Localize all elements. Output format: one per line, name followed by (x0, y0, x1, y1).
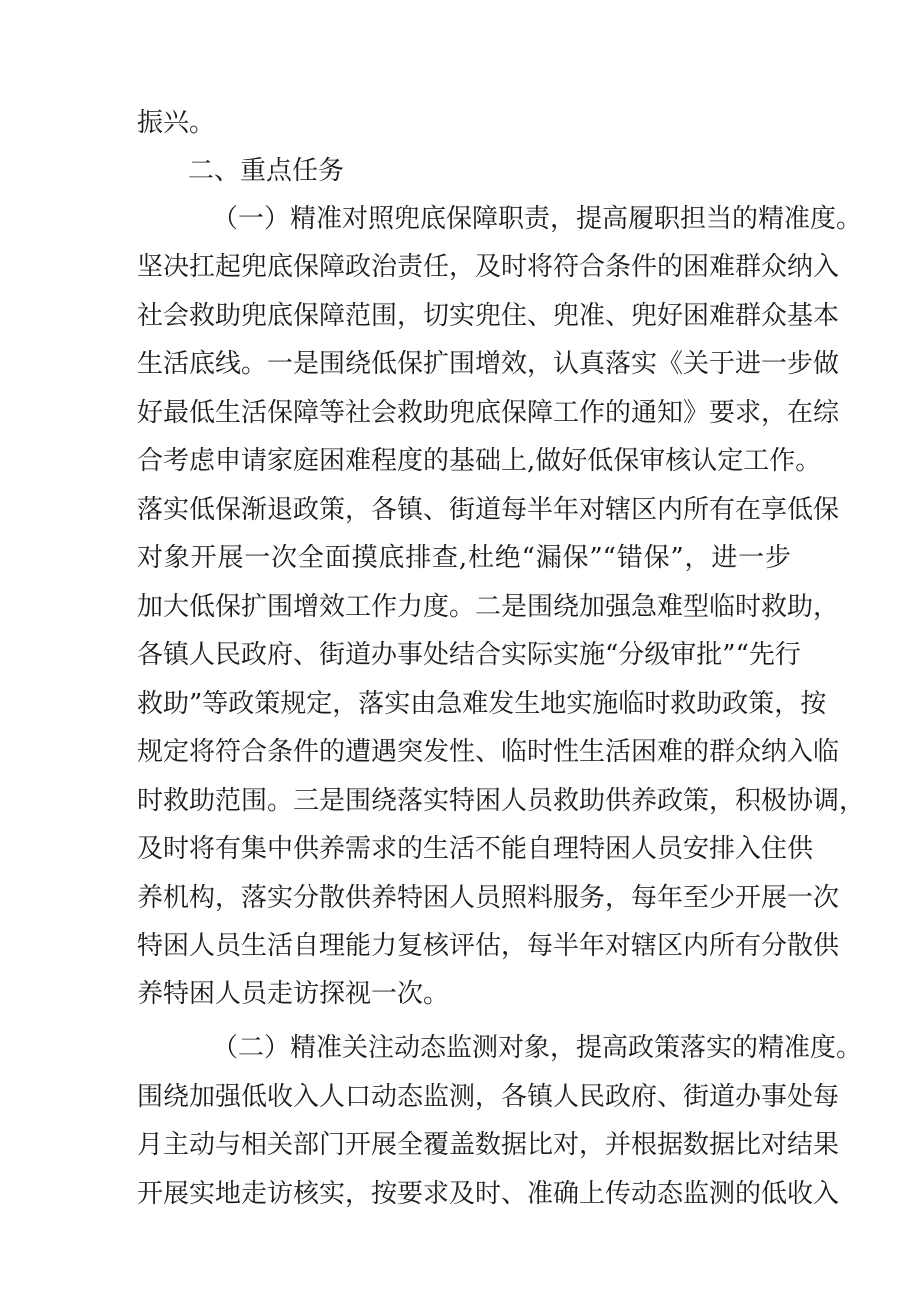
text-line: 振兴。 (137, 108, 216, 138)
text-line: 各镇人民政府、街道办事处结合实际实施“分级审批”“先行 (137, 640, 801, 670)
text-line: 围绕加强低收入人口动态监测，各镇人民政府、街道办事处每 (137, 1082, 840, 1112)
text-line: 合考虑申请家庭困难程度的基础上,做好低保审核认定工作。 (137, 446, 822, 476)
subsection-heading-2: （二）精准关注动态监测对象，提高政策落实的精准度。 (212, 1033, 863, 1063)
text-line: 及时将有集中供养需求的生活不能自理特困人员安排入住供 (137, 834, 814, 864)
text-line: 特困人员生活自理能力复核评估，每半年对辖区内所有分散供 (137, 931, 840, 961)
text-line: 月主动与相关部门开展全覆盖数据比对，并根据数据比对结果 (137, 1130, 840, 1160)
text-line: 开展实地走访核实，按要求及时、准确上传动态监测的低收入 (137, 1179, 840, 1209)
text-line: 时救助范围。三是围绕落实特困人员救助供养政策，积极协调， (137, 786, 866, 816)
text-line: 救助”等政策规定，落实由急难发生地实施临时救助政策，按 (137, 689, 827, 719)
text-line: 落实低保渐退政策，各镇、街道每半年对辖区内所有在享低保 (137, 495, 840, 525)
text-line: 好最低生活保障等社会救助兜底保障工作的通知》要求，在综 (137, 398, 840, 428)
text-line: 坚决扛起兜底保障政治责任，及时将符合条件的困难群众纳入 (137, 252, 840, 282)
text-line: 加大低保扩围增效工作力度。二是围绕加强急难型临时救助， (137, 592, 840, 622)
text-line: 生活底线。一是围绕低保扩围增效，认真落实《关于进一步做 (137, 349, 840, 379)
text-line: 规定将符合条件的遭遇突发性、临时性生活困难的群众纳入临 (137, 737, 840, 767)
subsection-heading-1: （一）精准对照兜底保障职责，提高履职担当的精准度。 (212, 204, 863, 234)
text-line: 对象开展一次全面摸底排查,杜绝“漏保”“错保”，进一步 (137, 543, 791, 573)
text-line: 养特困人员走访探视一次。 (137, 979, 450, 1009)
text-line: 养机构，落实分散供养特困人员照料服务，每年至少开展一次 (137, 883, 840, 913)
text-line: 社会救助兜底保障范围，切实兜住、兜准、兜好困难群众基本 (137, 301, 840, 331)
section-heading: 二、重点任务 (188, 156, 345, 186)
